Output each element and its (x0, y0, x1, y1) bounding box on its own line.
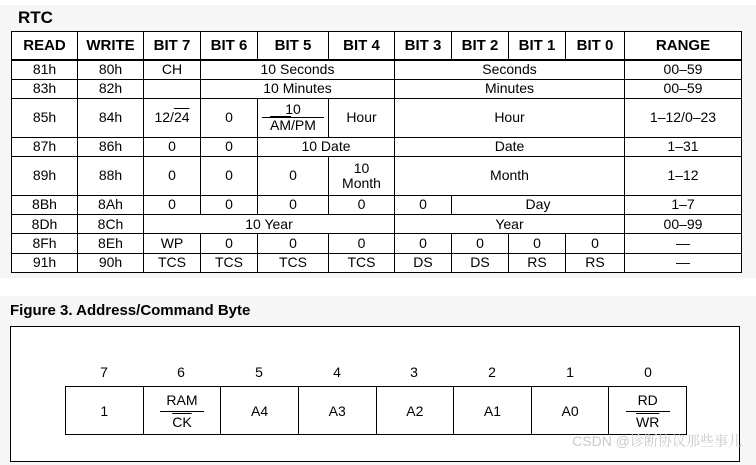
read-address: 81h (12, 60, 78, 79)
command-byte (65, 386, 687, 435)
bit0-cell: 0 (566, 234, 625, 253)
bit1-cell: RS (509, 253, 566, 272)
bit6-cell: TCS (201, 253, 258, 272)
bit5-cell: 0 (258, 157, 329, 196)
bit2-cell: 0 (452, 234, 509, 253)
table-row-day (12, 195, 742, 214)
write-address: 82h (78, 79, 144, 98)
table-row-month (12, 157, 742, 196)
ten-month-line1: 10 (353, 159, 370, 176)
bit-number-2: 2 (488, 364, 496, 380)
range-cell: 1–31 (625, 137, 742, 156)
bit4-cell: 0 (329, 234, 395, 253)
label-divider (160, 411, 204, 412)
table-row-year (12, 215, 742, 234)
bit-number-1: 1 (566, 364, 574, 380)
hour-mode-24: 24 (173, 109, 190, 126)
table-header-row (12, 32, 742, 61)
hour-mode-prefix: 12/ (154, 109, 174, 126)
bit4-cell: Hour (329, 99, 395, 138)
range-cell: 00–99 (625, 215, 742, 234)
pm-label: /PM (291, 117, 316, 134)
bit7-cell: WP (144, 234, 201, 253)
range-cell: 1–12 (625, 157, 742, 196)
bit6-cell: 0 (201, 137, 258, 156)
bit3-cell: 0 (395, 234, 452, 253)
range-cell: 00–59 (625, 79, 742, 98)
write-address: 88h (78, 157, 144, 196)
bit7-cell (144, 99, 201, 138)
units-field: Year (395, 215, 625, 234)
table-row-hours (12, 99, 742, 138)
header-bit7: BIT 7 (144, 32, 201, 61)
units-field: Hour (395, 99, 625, 138)
units-field: Seconds (395, 60, 625, 79)
bit4-cell (329, 157, 395, 196)
figure-title: Figure 3. Address/Command Byte (10, 302, 251, 319)
bit5-cell (258, 99, 329, 138)
bit7-cell: CH (144, 60, 201, 79)
read-address: 8Fh (12, 234, 78, 253)
write-address: 80h (78, 60, 144, 79)
write-address: 8Ch (78, 215, 144, 234)
watermark: CSDN @诊断协议那些事儿 (572, 433, 742, 449)
bit6-cell: 0 (201, 99, 258, 138)
bit6-cell: 0 (201, 157, 258, 196)
bit6-cell: 0 (201, 195, 258, 214)
label-divider (626, 411, 670, 412)
byte-cell-bit6 (144, 387, 222, 434)
range-cell: 1–7 (625, 195, 742, 214)
bit-number-0: 0 (644, 364, 652, 380)
units-field: Day (452, 195, 625, 214)
ram-label: RAM (166, 392, 198, 408)
bit5-cell: TCS (258, 253, 329, 272)
read-address: 87h (12, 137, 78, 156)
bit3-cell: 0 (395, 195, 452, 214)
read-address: 83h (12, 79, 78, 98)
write-address: 90h (78, 253, 144, 272)
bit-number-5: 5 (255, 364, 263, 380)
units-field: Month (395, 157, 625, 196)
tens-field: 10 Date (258, 137, 395, 156)
bit5-cell: 0 (258, 234, 329, 253)
rd-label: RD (637, 392, 658, 408)
read-address: 8Bh (12, 195, 78, 214)
bit2-cell: DS (452, 253, 509, 272)
byte-cell-bit0 (609, 387, 686, 434)
write-address: 8Ah (78, 195, 144, 214)
bit4-cell: 0 (329, 195, 395, 214)
read-address: 85h (12, 99, 78, 138)
table-row-date (12, 137, 742, 156)
bit7-cell (144, 79, 201, 98)
byte-cell-bit7: 1 (66, 387, 144, 434)
header-bit5: BIT 5 (258, 32, 329, 61)
bit6-cell: 0 (201, 234, 258, 253)
table-row-seconds (12, 60, 742, 79)
bit7-cell: 0 (144, 137, 201, 156)
ck-label: $\overline{CK}$ (172, 414, 192, 430)
units-field: Minutes (395, 79, 625, 98)
bit-number-6: 6 (177, 364, 185, 380)
bit0-cell: RS (566, 253, 625, 272)
header-bit4: BIT 4 (329, 32, 395, 61)
bit-number-3: 3 (410, 364, 418, 380)
read-address: 8Dh (12, 215, 78, 234)
write-address: 84h (78, 99, 144, 138)
header-bit3: BIT 3 (395, 32, 452, 61)
byte-cell-bit1: A0 (532, 387, 610, 434)
range-cell: — (625, 253, 742, 272)
header-bit6: BIT 6 (201, 32, 258, 61)
byte-cell-bit3: A2 (377, 387, 455, 434)
header-write: WRITE (78, 32, 144, 61)
range-cell: 00–59 (625, 60, 742, 79)
wr-label: $\overline{WR}$ (636, 414, 660, 430)
bit7-cell: 0 (144, 157, 201, 196)
read-address: 91h (12, 253, 78, 272)
ten-month-line2: Month (342, 174, 381, 191)
bit-number-7: 7 (100, 364, 108, 380)
bit3-cell: DS (395, 253, 452, 272)
tens-field: 10 Seconds (201, 60, 395, 79)
ten-hour-label: 10 (285, 101, 301, 118)
write-address: 86h (78, 137, 144, 156)
table-row-control (12, 234, 742, 253)
bit5-cell: 0 (258, 195, 329, 214)
bit-number-4: 4 (333, 364, 341, 380)
am-label: $\overline{AM}$ (270, 117, 292, 134)
byte-cell-bit2: A1 (454, 387, 532, 434)
table-row-trickle-charger (12, 253, 742, 272)
header-range: RANGE (625, 32, 742, 61)
byte-cell-bit4: A3 (299, 387, 377, 434)
units-field: Date (395, 137, 625, 156)
rtc-title: RTC (18, 8, 53, 27)
header-bit2: BIT 2 (452, 32, 509, 61)
tens-field: 10 Minutes (201, 79, 395, 98)
range-cell: 1–12/0–23 (625, 99, 742, 138)
bit7-cell: TCS (144, 253, 201, 272)
header-read: READ (12, 32, 78, 61)
rtc-register-table (11, 31, 742, 273)
bit4-cell: TCS (329, 253, 395, 272)
table-row-minutes (12, 79, 742, 98)
read-address: 89h (12, 157, 78, 196)
bit1-cell: 0 (509, 234, 566, 253)
bit7-cell: 0 (144, 195, 201, 214)
range-cell: — (625, 234, 742, 253)
header-bit0: BIT 0 (566, 32, 625, 61)
header-bit1: BIT 1 (509, 32, 566, 61)
byte-cell-bit5: A4 (221, 387, 299, 434)
tens-field: 10 Year (144, 215, 395, 234)
am-pm-label (262, 117, 324, 133)
write-address: 8Eh (78, 234, 144, 253)
